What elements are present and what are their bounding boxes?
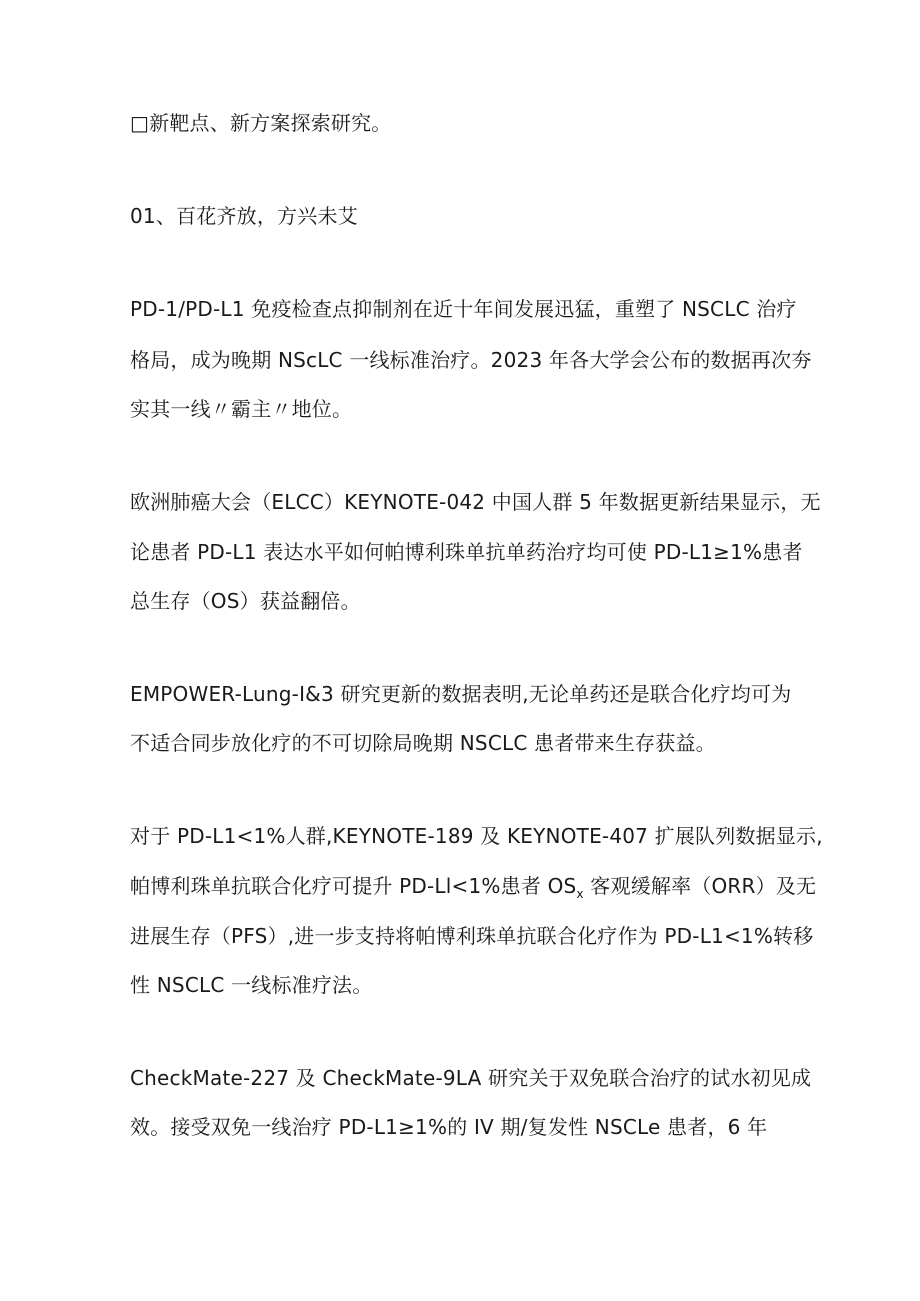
section-heading: 01、百花齐放，方兴未艾 [130, 204, 358, 228]
paragraph-line: 实其一线〃霸主〃地位。 [130, 397, 353, 421]
paragraph-line: 性 NSCLC 一线标准疗法。 [130, 973, 373, 997]
paragraph-line: 欧洲肺癌大会（ELCC）KEYNOTE-042 中国人群 5 年数据更新结果显示，无 [130, 490, 821, 514]
paragraph-line: PD-1/PD-L1 免疫检查点抑制剂在近十年间发展迅猛，重塑了 NSCLC 治疗 [130, 297, 797, 321]
paragraph-line: CheckMate-227 及 CheckMate-9LA 研究关于双免联合治疗的试水初见成 [130, 1066, 812, 1090]
paragraph-line: 总生存（OS）获益翻倍。 [130, 589, 361, 613]
intro-line: □新靶点、新方案探索研究。 [130, 111, 392, 135]
paragraph-line: 对于 PD-L1<1%人群,KEYNOTE-189 及 KEYNOTE-407 扩展队列数据显示, [130, 824, 823, 848]
paragraph-line-part: 帕博利珠单抗联合化疗可提升 PD-Ll<1%患者 OS [130, 874, 577, 898]
paragraph-line: EMPOWER-Lung-I&3 研究更新的数据表明,无论单药还是联合化疗均可为 [130, 682, 792, 706]
paragraph-line: 效。接受双免一线治疗 PD-L1≥1%的 IV 期/复发性 NSCLe 患者，6 年 [130, 1115, 768, 1139]
paragraph-line: 进展生存（PFS）,进一步支持将帕博利珠单抗联合化疗作为 PD-L1<1%转移 [130, 924, 814, 948]
paragraph-line: 不适合同步放化疗的不可切除局晚期 NSCLC 患者带来生存获益。 [130, 731, 716, 755]
subscript-text: x [576, 887, 584, 901]
paragraph-line: 格局，成为晚期 NScLC 一线标准治疗。2023 年各大学会公布的数据再次夯 [130, 348, 812, 372]
paragraph-line-part: 客观缓解率（ORR）及无 [583, 874, 817, 898]
paragraph-line: 论患者 PD-L1 表达水平如何帕博利珠单抗单药治疗均可使 PD-L1≥1%患者 [130, 540, 803, 564]
paragraph-line [130, 874, 816, 901]
